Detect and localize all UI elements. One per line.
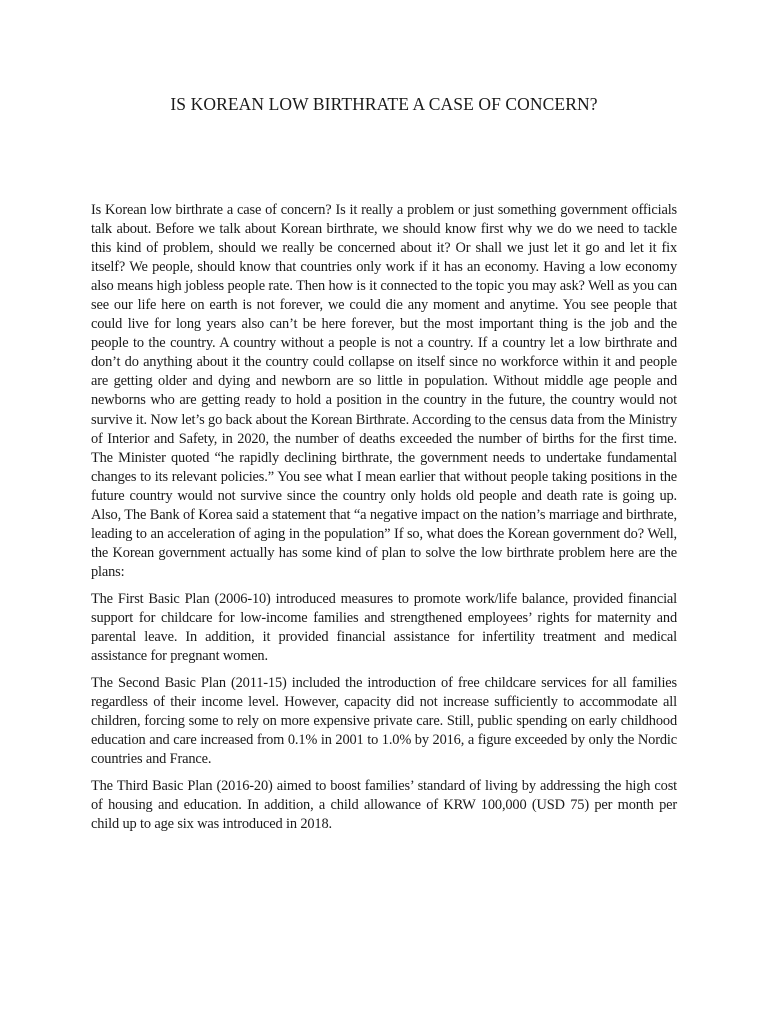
paragraph-intro: Is Korean low birthrate a case of concern? Is it really a problem or just something government officials talk about. Before we talk about Korean birthrate, we should know first why we do we need to tackle this kind of problem, should we really be concerned about it? Or shall we just let it go and let it fix itself? We people, should know that countries only work if it has an economy. Having a low economy also means high jobless people rate. Then how is it connected to the topic you may ask? Well as you can see our life here on earth is not forever, we could die any moment and anytime. You see people that could live for long years also can’t be here forever, but the most important thing is the job and the people to the country. A country without a people is not a country. If a country let a low birthrate and don’t do anything about it the country could collapse on itself since no workforce within it and people are getting older and dying and newborn are so little in population. Without middle age people and newborns who are getting ready to hold a position in the country in the future, the country would not survive it. Now let’s go back about the Korean Birthrate. According to the census data from the Ministry of Interior and Safety, in 2020, the number of deaths exceeded the number of births for the first time. The Minister quoted “he rapidly declining birthrate, the government needs to undertake fundamental changes to its relevant policies.” You see what I mean earlier that without people taking positions in the future country would not survive since the country only holds old people and death rate is going up. Also, The Bank of Korea said a statement that “a negative impact on the nation’s marriage and birthrate, leading to an acceleration of aging in the population” If so, what does the Korean government do? Well, the Korean government actually has some kind of plan to solve the low birthrate problem here are the plans: <box>91 202 677 580</box>
document-title: IS KOREAN LOW BIRTHRATE A CASE OF CONCERN? <box>170 94 598 114</box>
paragraph-second-basic-plan: The Second Basic Plan (2011-15) included the introduction of free childcare services for all families regardless of their income level. However, capacity did not increase sufficiently to accommodate all children, forcing some to rely on more expensive private care. Still, public spending on early childhood education and care increased from 0.1% in 2001 to 1.0% by 2016, a figure exceeded by only the Nordic countries and France. <box>91 675 677 768</box>
paragraph-third-basic-plan: The Third Basic Plan (2016-20) aimed to boost families’ standard of living by addressing the high cost of housing and education. In addition, a child allowance of KRW 100,000 (USD 75) per month per child up to age six was introduced in 2018. <box>91 778 677 833</box>
document-body <box>91 201 677 843</box>
paragraph-first-basic-plan: The First Basic Plan (2006-10) introduced measures to promote work/life balance, provided financial support for childcare for low-income families and strengthened employees’ rights for maternity and parental leave. In addition, it provided financial assistance for infertility treatment and medical assistance for pregnant women. <box>91 590 677 665</box>
